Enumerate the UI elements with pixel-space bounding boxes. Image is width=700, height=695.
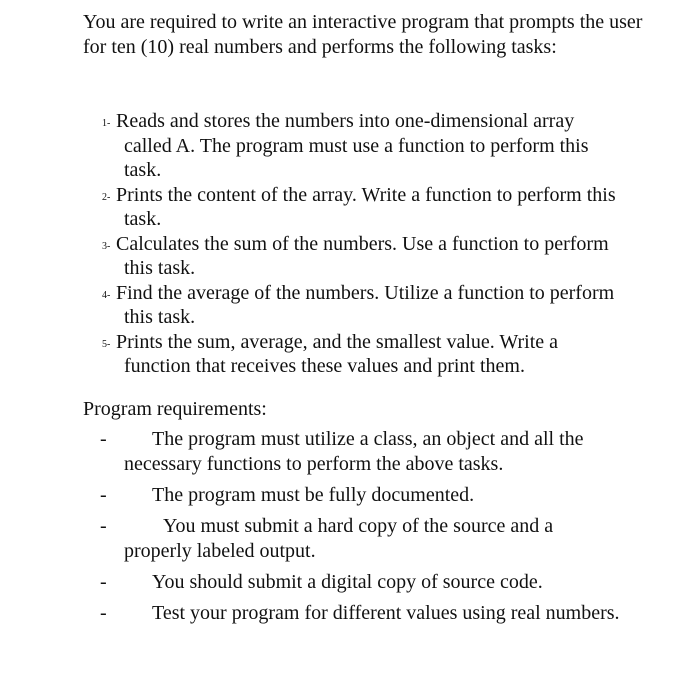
task-number: 4- [102, 289, 111, 301]
requirement-text: You should submit a digital copy of source code. [152, 571, 543, 593]
task-item [100, 109, 620, 183]
requirement-text-continued: numbers. [545, 602, 620, 624]
task-text: Reads and stores the numbers into one-dimensional array called A. The program must use a function to perform this task. [116, 110, 589, 181]
requirement-item [100, 483, 620, 508]
requirement-text-continued: properly labeled output. [124, 540, 316, 562]
task-text: Find the average of the numbers. Utilize a function to perform this task. [116, 281, 615, 328]
requirement-item [100, 601, 620, 626]
requirement-text: The program must utilize a class, an object and all the [152, 428, 584, 450]
bullet-dash: - [100, 484, 107, 506]
task-number: 3- [102, 240, 111, 252]
task-text: Calculates the sum of the numbers. Use a function to perform this task. [116, 232, 609, 279]
task-item [100, 183, 620, 232]
requirement-text-continued: necessary functions to perform the above tasks. [124, 453, 504, 475]
task-item [100, 330, 620, 379]
requirement-item [100, 570, 620, 595]
requirements-list [100, 427, 620, 626]
requirement-item [100, 514, 620, 564]
task-number: 2- [102, 191, 111, 203]
intro-paragraph: You are required to write an interactive program that prompts the user for ten (10) real numbers and performs the following tasks: [83, 11, 643, 58]
requirement-item [100, 427, 620, 477]
task-text: Prints the content of the array. Write a function to perform this task. [116, 183, 616, 230]
bullet-dash: - [100, 515, 107, 537]
requirements-heading: Program requirements: [83, 398, 267, 420]
task-number: 5- [102, 338, 111, 350]
bullet-dash: - [100, 428, 107, 450]
requirement-text: You must submit a hard copy of the source and a [163, 515, 554, 537]
bullet-dash: - [100, 602, 107, 624]
task-number: 1- [102, 118, 111, 129]
task-item [100, 232, 620, 281]
bullet-dash: - [100, 571, 107, 593]
requirement-text: The program must be fully documented. [152, 484, 475, 506]
task-list [100, 109, 620, 379]
task-item [100, 281, 620, 330]
task-text: Prints the sum, average, and the smallest value. Write a function that receives these values and print them. [116, 330, 559, 377]
requirement-text: Test your program for different values using real [152, 602, 541, 624]
